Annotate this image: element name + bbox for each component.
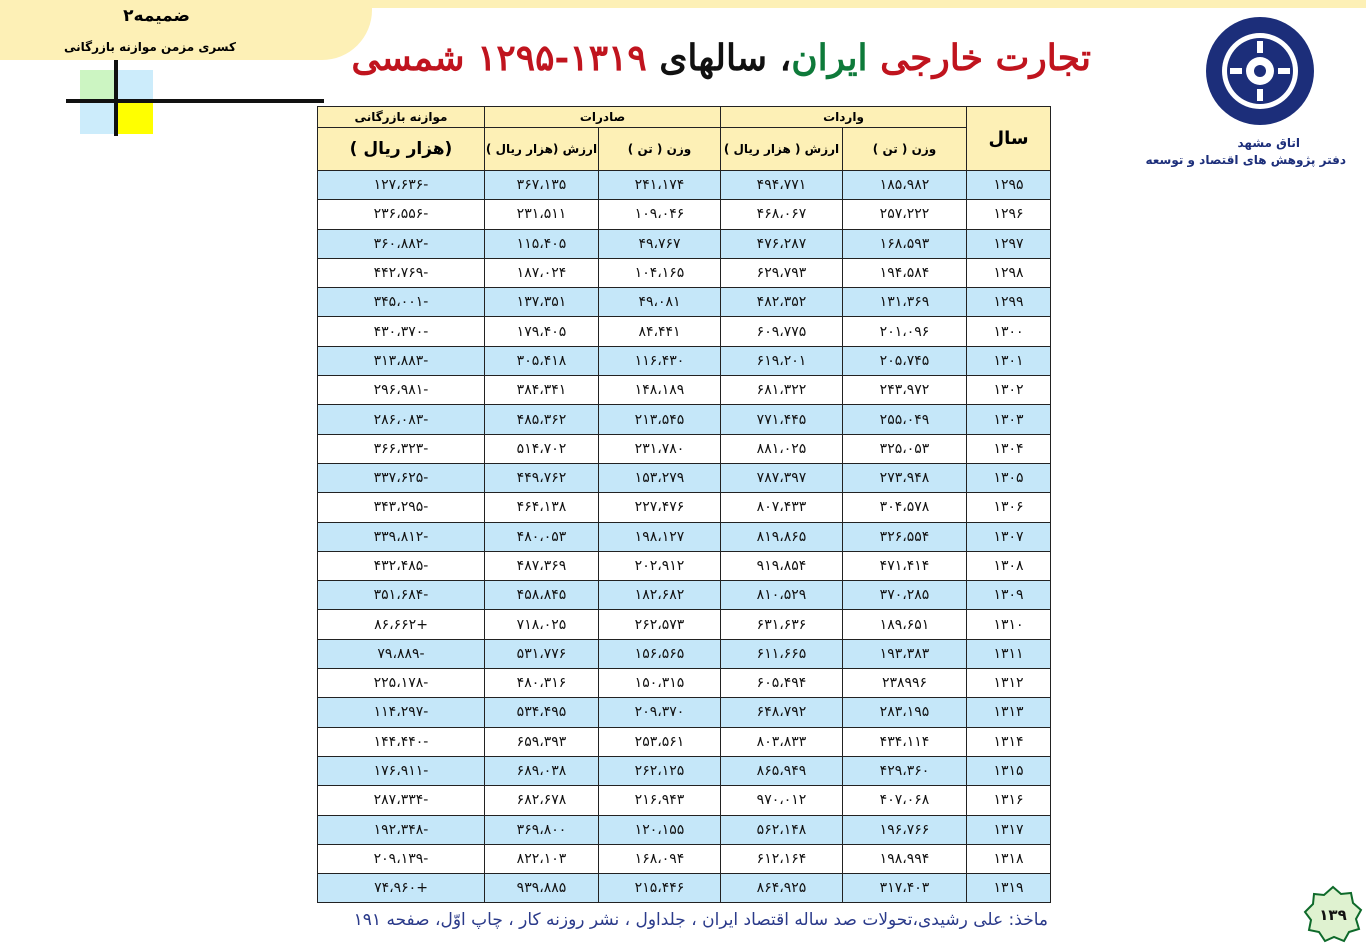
cell-import-weight: ۱۸۹،۶۵۱ (843, 610, 967, 639)
cell-export-weight: ۲۰۹،۳۷۰ (599, 698, 721, 727)
table-row (318, 346, 1051, 375)
cell-balance: -۳۴۳،۲۹۵ (318, 493, 485, 522)
cell-balance: -۳۵۱،۶۸۴ (318, 581, 485, 610)
cell-balance: -۱۴۴،۴۴۰ (318, 727, 485, 756)
cell-import-weight: ۱۹۳،۳۸۳ (843, 639, 967, 668)
table-row (318, 376, 1051, 405)
cell-export-value: ۳۶۷،۱۳۵ (485, 171, 599, 200)
table-row (318, 200, 1051, 229)
cell-import-value: ۶۱۲،۱۶۴ (721, 844, 843, 873)
cell-import-value: ۶۰۵،۴۹۴ (721, 669, 843, 698)
cell-import-value: ۶۱۱،۶۶۵ (721, 639, 843, 668)
decor-square-blue (117, 70, 153, 100)
cell-balance: -۱۲۷،۶۳۶ (318, 171, 485, 200)
cell-import-weight: ۴۰۷،۰۶۸ (843, 786, 967, 815)
cell-year: ۱۲۹۶ (967, 200, 1051, 229)
table-row (318, 844, 1051, 873)
annex-subtitle: کسری مزمن موازنه بازرگانی (63, 40, 236, 54)
header-year: سال (967, 107, 1051, 171)
cell-export-weight: ۴۹،۰۸۱ (599, 288, 721, 317)
cell-export-weight: ۸۴،۴۴۱ (599, 317, 721, 346)
cell-import-value: ۴۷۶،۲۸۷ (721, 229, 843, 258)
table-row (318, 815, 1051, 844)
cell-year: ۱۳۱۷ (967, 815, 1051, 844)
cell-balance: -۲۳۶،۵۵۶ (318, 200, 485, 229)
cell-import-value: ۴۶۸،۰۶۷ (721, 200, 843, 229)
table-row (318, 171, 1051, 200)
cell-export-weight: ۱۵۶،۵۶۵ (599, 639, 721, 668)
cell-import-weight: ۲۵۵،۰۴۹ (843, 405, 967, 434)
table-row (318, 258, 1051, 287)
cell-year: ۱۳۱۳ (967, 698, 1051, 727)
table-row (318, 405, 1051, 434)
cell-export-value: ۳۶۹،۸۰۰ (485, 815, 599, 844)
title-part-1: تجارت خارجی (867, 37, 1091, 79)
cell-import-weight: ۱۹۶،۷۶۶ (843, 815, 967, 844)
cell-balance: -۲۰۹،۱۳۹ (318, 844, 485, 873)
cell-import-value: ۸۱۰،۵۲۹ (721, 581, 843, 610)
table-row (318, 522, 1051, 551)
cell-balance: -۳۶۰،۸۸۲ (318, 229, 485, 258)
cell-year: ۱۳۰۶ (967, 493, 1051, 522)
cell-balance: -۱۹۲،۳۴۸ (318, 815, 485, 844)
table-row (318, 229, 1051, 258)
annex-title: ضمیمه۲ (123, 6, 190, 26)
header-exports: صادرات (485, 107, 721, 128)
header-import-weight: وزن ( تن ) (843, 128, 967, 171)
cell-export-value: ۵۱۴،۷۰۲ (485, 434, 599, 463)
cell-import-weight: ۲۰۱،۰۹۶ (843, 317, 967, 346)
cell-import-weight: ۲۳۸۹۹۶ (843, 669, 967, 698)
cell-export-weight: ۱۰۴،۱۶۵ (599, 258, 721, 287)
cell-year: ۱۳۰۱ (967, 346, 1051, 375)
cell-export-value: ۴۶۴،۱۳۸ (485, 493, 599, 522)
cell-year: ۱۳۰۸ (967, 551, 1051, 580)
cell-import-weight: ۲۰۵،۷۴۵ (843, 346, 967, 375)
cell-year: ۱۳۰۰ (967, 317, 1051, 346)
trade-table (317, 106, 1051, 903)
table-row (318, 434, 1051, 463)
cell-import-value: ۴۹۴،۷۷۱ (721, 171, 843, 200)
cell-import-weight: ۳۱۷،۴۰۳ (843, 874, 967, 903)
cell-export-value: ۹۳۹،۸۸۵ (485, 874, 599, 903)
cell-import-value: ۹۱۹،۸۵۴ (721, 551, 843, 580)
org-department: دفتر پژوهش های اقتصاد و توسعه (1145, 153, 1346, 167)
cell-import-value: ۸۰۳،۸۳۳ (721, 727, 843, 756)
cell-balance: -۲۸۶،۰۸۳ (318, 405, 485, 434)
cell-export-weight: ۲۴۱،۱۷۴ (599, 171, 721, 200)
cell-export-value: ۱۳۷،۳۵۱ (485, 288, 599, 317)
cell-import-value: ۶۸۱،۳۲۲ (721, 376, 843, 405)
cell-export-weight: ۲۵۳،۵۶۱ (599, 727, 721, 756)
cell-year: ۱۳۰۹ (967, 581, 1051, 610)
cell-export-weight: ۱۸۲،۶۸۲ (599, 581, 721, 610)
cell-import-weight: ۴۲۹،۳۶۰ (843, 756, 967, 785)
cell-export-weight: ۲۶۲،۱۲۵ (599, 756, 721, 785)
cell-export-value: ۱۷۹،۴۰۵ (485, 317, 599, 346)
header-import-value: ارزش ( هزار ریال ) (721, 128, 843, 171)
title-part-2: ایران (791, 37, 868, 79)
table-body (318, 171, 1051, 903)
cell-import-value: ۶۴۸،۷۹۲ (721, 698, 843, 727)
org-name: اتاق مشهد (1237, 136, 1300, 150)
cell-import-value: ۸۶۴،۹۲۵ (721, 874, 843, 903)
cell-export-weight: ۱۲۰،۱۵۵ (599, 815, 721, 844)
cell-balance: -۴۳۲،۴۸۵ (318, 551, 485, 580)
cell-export-weight: ۱۹۸،۱۲۷ (599, 522, 721, 551)
cell-year: ۱۳۰۴ (967, 434, 1051, 463)
cell-export-value: ۶۸۲،۶۷۸ (485, 786, 599, 815)
cell-balance: -۳۶۶،۳۲۳ (318, 434, 485, 463)
header-export-weight: وزن ( تن ) (599, 128, 721, 171)
cell-import-weight: ۴۷۱،۴۱۴ (843, 551, 967, 580)
header-imports: واردات (721, 107, 967, 128)
cell-export-value: ۷۱۸،۰۲۵ (485, 610, 599, 639)
cell-export-weight: ۲۱۵،۴۴۶ (599, 874, 721, 903)
cell-import-weight: ۲۷۳،۹۴۸ (843, 463, 967, 492)
cell-import-weight: ۱۹۸،۹۹۴ (843, 844, 967, 873)
cell-export-weight: ۲۳۱،۷۸۰ (599, 434, 721, 463)
table-row (318, 756, 1051, 785)
cell-export-value: ۳۸۴،۳۴۱ (485, 376, 599, 405)
header-balance: موازنه بازرگانی (318, 107, 485, 128)
cell-import-weight: ۳۲۵،۰۵۳ (843, 434, 967, 463)
table-row (318, 551, 1051, 580)
top-band (300, 0, 1366, 8)
table-row (318, 463, 1051, 492)
cell-export-weight: ۱۴۸،۱۸۹ (599, 376, 721, 405)
cell-export-value: ۴۴۹،۷۶۲ (485, 463, 599, 492)
header-export-value: ارزش (هزار ریال ) (485, 128, 599, 171)
page-number: ۱۳۹ (1319, 906, 1347, 924)
cell-export-value: ۶۵۹،۳۹۳ (485, 727, 599, 756)
cell-export-weight: ۲۱۳،۵۴۵ (599, 405, 721, 434)
cell-year: ۱۳۰۵ (967, 463, 1051, 492)
cell-export-weight: ۲۱۶،۹۴۳ (599, 786, 721, 815)
cell-balance: -۷۹،۸۸۹ (318, 639, 485, 668)
cell-export-value: ۶۸۹،۰۳۸ (485, 756, 599, 785)
table-row (318, 317, 1051, 346)
cell-export-weight: ۴۹،۷۶۷ (599, 229, 721, 258)
cell-import-value: ۸۱۹،۸۶۵ (721, 522, 843, 551)
cell-export-weight: ۱۵۰،۳۱۵ (599, 669, 721, 698)
cell-balance: -۲۹۶،۹۸۱ (318, 376, 485, 405)
cell-export-weight: ۱۱۶،۴۳۰ (599, 346, 721, 375)
cell-year: ۱۲۹۹ (967, 288, 1051, 317)
cell-import-weight: ۲۴۳،۹۷۲ (843, 376, 967, 405)
cell-import-weight: ۳۷۰،۲۸۵ (843, 581, 967, 610)
table-row (318, 698, 1051, 727)
cell-import-weight: ۱۳۱،۳۶۹ (843, 288, 967, 317)
cell-balance: -۲۲۵،۱۷۸ (318, 669, 485, 698)
table-row (318, 786, 1051, 815)
cell-balance: -۲۸۷،۳۳۴ (318, 786, 485, 815)
title-part-3: ، سالهای (646, 37, 792, 79)
cell-export-weight: ۲۶۲،۵۷۳ (599, 610, 721, 639)
page-title (351, 37, 1091, 79)
cell-export-weight: ۲۰۲،۹۱۲ (599, 551, 721, 580)
table-row (318, 610, 1051, 639)
cell-year: ۱۲۹۵ (967, 171, 1051, 200)
cell-export-value: ۳۰۵،۴۱۸ (485, 346, 599, 375)
cell-import-weight: ۴۳۴،۱۱۴ (843, 727, 967, 756)
cell-balance: -۳۳۹،۸۱۲ (318, 522, 485, 551)
cell-balance: -۳۱۳،۸۸۳ (318, 346, 485, 375)
cell-export-weight: ۲۲۷،۴۷۶ (599, 493, 721, 522)
cell-export-value: ۴۵۸،۸۴۵ (485, 581, 599, 610)
cell-import-value: ۴۸۲،۳۵۲ (721, 288, 843, 317)
decor-square-blue-lower (80, 102, 116, 134)
cell-year: ۱۳۱۴ (967, 727, 1051, 756)
cell-import-weight: ۲۸۳،۱۹۵ (843, 698, 967, 727)
table-row (318, 581, 1051, 610)
title-part-4: ۱۳۱۹-۱۲۹۵ شمسی (351, 37, 647, 79)
cell-year: ۱۳۱۹ (967, 874, 1051, 903)
cell-export-value: ۴۸۵،۳۶۲ (485, 405, 599, 434)
cell-import-value: ۶۳۱،۶۳۶ (721, 610, 843, 639)
cell-year: ۱۲۹۷ (967, 229, 1051, 258)
cell-import-weight: ۱۸۵،۹۸۲ (843, 171, 967, 200)
cell-year: ۱۳۰۳ (967, 405, 1051, 434)
cell-balance: -۱۷۶،۹۱۱ (318, 756, 485, 785)
cell-import-value: ۸۸۱،۰۲۵ (721, 434, 843, 463)
cell-balance: -۴۴۲،۷۶۹ (318, 258, 485, 287)
cell-import-weight: ۱۶۸،۵۹۳ (843, 229, 967, 258)
cell-balance: -۱۱۴،۲۹۷ (318, 698, 485, 727)
cell-import-value: ۶۰۹،۷۷۵ (721, 317, 843, 346)
table-row (318, 639, 1051, 668)
cell-import-weight: ۱۹۴،۵۸۴ (843, 258, 967, 287)
table-row (318, 669, 1051, 698)
decor-vertical-line (114, 60, 118, 136)
cell-year: ۱۳۱۰ (967, 610, 1051, 639)
table-row (318, 288, 1051, 317)
cell-year: ۱۳۱۱ (967, 639, 1051, 668)
cell-import-value: ۷۸۷،۳۹۷ (721, 463, 843, 492)
cell-export-value: ۱۱۵،۴۰۵ (485, 229, 599, 258)
header-balance-unit: (هزار ریال ) (318, 128, 485, 171)
cell-export-value: ۵۳۱،۷۷۶ (485, 639, 599, 668)
cell-balance: -۳۳۷،۶۲۵ (318, 463, 485, 492)
cell-balance: -۴۳۰،۳۷۰ (318, 317, 485, 346)
cell-import-value: ۸۰۷،۴۳۳ (721, 493, 843, 522)
decor-square-yellow (117, 102, 153, 134)
cell-export-value: ۴۸۰،۰۵۳ (485, 522, 599, 551)
cell-export-weight: ۱۶۸،۰۹۴ (599, 844, 721, 873)
decor-horizontal-line (66, 99, 324, 103)
cell-year: ۱۳۰۲ (967, 376, 1051, 405)
cell-export-value: ۴۸۰،۳۱۶ (485, 669, 599, 698)
cell-export-value: ۴۸۷،۳۶۹ (485, 551, 599, 580)
cell-balance: +۸۶،۶۶۲ (318, 610, 485, 639)
cell-year: ۱۳۱۸ (967, 844, 1051, 873)
cell-import-weight: ۳۲۶،۵۵۴ (843, 522, 967, 551)
cell-import-value: ۵۶۲،۱۴۸ (721, 815, 843, 844)
table-row (318, 874, 1051, 903)
cell-year: ۱۳۰۷ (967, 522, 1051, 551)
cell-export-value: ۵۳۴،۴۹۵ (485, 698, 599, 727)
table-row (318, 727, 1051, 756)
cell-import-value: ۸۶۵،۹۴۹ (721, 756, 843, 785)
cell-import-value: ۶۱۹،۲۰۱ (721, 346, 843, 375)
cell-year: ۱۳۱۵ (967, 756, 1051, 785)
table-row (318, 493, 1051, 522)
cell-year: ۱۲۹۸ (967, 258, 1051, 287)
cell-import-value: ۷۷۱،۴۴۵ (721, 405, 843, 434)
cell-import-weight: ۲۵۷،۲۲۲ (843, 200, 967, 229)
decor-square-green (80, 70, 116, 100)
cell-export-value: ۱۸۷،۰۲۴ (485, 258, 599, 287)
cell-year: ۱۳۱۶ (967, 786, 1051, 815)
cell-export-weight: ۱۵۳،۲۷۹ (599, 463, 721, 492)
cell-balance: +۷۴،۹۶۰ (318, 874, 485, 903)
cell-year: ۱۳۱۲ (967, 669, 1051, 698)
cell-import-value: ۶۲۹،۷۹۳ (721, 258, 843, 287)
chamber-logo-icon (1190, 14, 1330, 129)
cell-export-value: ۲۳۱،۵۱۱ (485, 200, 599, 229)
cell-export-weight: ۱۰۹،۰۴۶ (599, 200, 721, 229)
cell-export-value: ۸۲۲،۱۰۳ (485, 844, 599, 873)
page-number-badge (1303, 885, 1363, 943)
cell-import-weight: ۳۰۴،۵۷۸ (843, 493, 967, 522)
cell-import-value: ۹۷۰،۰۱۲ (721, 786, 843, 815)
cell-balance: -۳۴۵،۰۰۱ (318, 288, 485, 317)
source-citation: ماخذ: علی رشیدی،تحولات صد ساله اقتصاد ایران ، جلداول ، نشر روزنه کار ، چاپ اوّل، صفحه ۱۹۱ (353, 910, 1048, 930)
